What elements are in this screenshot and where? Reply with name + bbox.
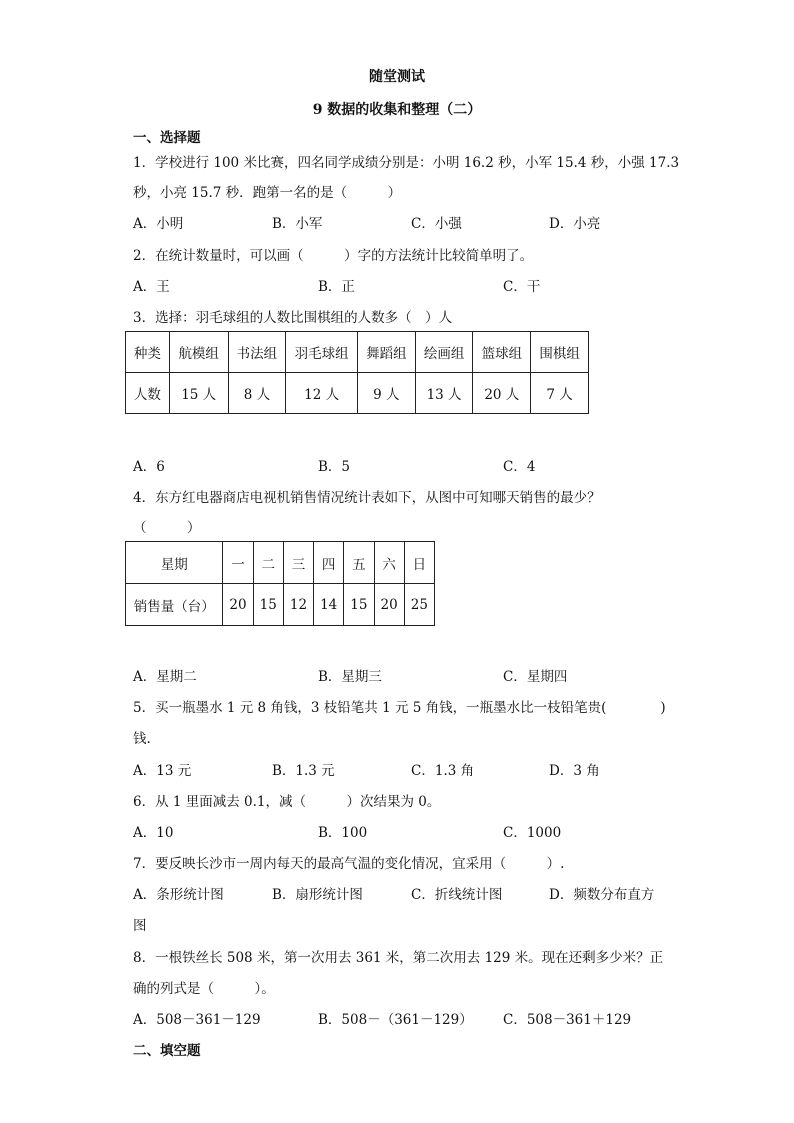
q7-option-b[interactable]: B．扇形统计图	[272, 887, 363, 903]
section-heading-fill-blank: 二、填空题	[133, 1043, 201, 1059]
question-8-line-2: 确的列式是（ ）。	[133, 981, 275, 997]
table-cell: 9 人	[357, 373, 415, 414]
q8-option-a[interactable]: A．508－361－129	[133, 1012, 261, 1028]
table-cell: 25	[404, 584, 434, 626]
q5-option-b[interactable]: B．1.3 元	[272, 763, 335, 779]
q3-option-a[interactable]: A．6	[133, 459, 165, 475]
page-subtitle: 9 数据的收集和整理（二）	[312, 102, 482, 118]
table-cell: 六	[374, 542, 404, 584]
q7-option-d-wrap: 图	[133, 918, 147, 934]
q7-option-d[interactable]: D．频数分布直方	[549, 887, 655, 903]
table-cell: 四	[314, 542, 344, 584]
table-header-row	[126, 332, 589, 373]
tv-sales-table	[125, 541, 435, 626]
question-6-line-1: 6．从 1 里面减去 0.1，减（ ）次结果为 0。	[133, 794, 441, 810]
q2-option-c[interactable]: C．干	[503, 279, 541, 295]
q1-option-c[interactable]: C．小强	[411, 216, 462, 232]
q6-option-b[interactable]: B．100	[318, 825, 368, 841]
table-cell: 13 人	[415, 373, 473, 414]
q1-option-d[interactable]: D．小亮	[549, 216, 601, 232]
question-4-line-1: 4．东方红电器商店电视机销售情况统计表如下，从图中可知哪天销售的最少？	[133, 490, 601, 506]
table-cell: 8 人	[228, 373, 286, 414]
activity-groups-table	[125, 331, 589, 414]
question-1-line-1: 1．学校进行 100 米比赛，四名同学成绩分别是：小明 16.2 秒，小军 15.4 秒，小强 17.3	[133, 155, 680, 171]
q1-option-a[interactable]: A．小明	[133, 216, 184, 232]
question-3-line-1: 3．选择：羽毛球组的人数比围棋组的人数多（ ）人	[133, 310, 453, 326]
q8-option-c[interactable]: C．508－361＋129	[503, 1012, 632, 1028]
table-header-row	[126, 542, 435, 584]
table-cell: 篮球组	[473, 332, 531, 373]
table-cell: 羽毛球组	[286, 332, 358, 373]
table-cell: 14	[314, 584, 344, 626]
table-cell: 书法组	[228, 332, 286, 373]
table-cell: 20 人	[473, 373, 531, 414]
question-5-line-1: 5．买一瓶墨水 1 元 8 角钱，3 枝铅笔共 1 元 5 角钱，一瓶墨水比一枝铅笔贵( )	[133, 700, 666, 716]
table-cell: 绘画组	[415, 332, 473, 373]
table-cell: 15	[253, 584, 283, 626]
table-cell: 星期	[126, 542, 223, 584]
q8-option-b[interactable]: B．508－（361－129）	[318, 1012, 473, 1028]
table-row	[126, 373, 589, 414]
table-cell: 日	[404, 542, 434, 584]
q2-option-b[interactable]: B．正	[318, 279, 355, 295]
q6-option-c[interactable]: C．1000	[503, 825, 562, 841]
table-cell: 15	[344, 584, 374, 626]
q5-option-d[interactable]: D．3 角	[549, 763, 600, 779]
q4-option-a[interactable]: A．星期二	[133, 669, 197, 685]
q3-option-b[interactable]: B．5	[318, 459, 351, 475]
question-4-line-2: （ ）	[133, 520, 201, 536]
q7-option-a[interactable]: A．条形统计图	[133, 887, 224, 903]
question-2-line-1: 2．在统计数量时，可以画（ ）字的方法统计比较简单明了。	[133, 248, 534, 264]
table-cell: 销售量（台）	[126, 584, 223, 626]
table-cell: 五	[344, 542, 374, 584]
table-cell: 二	[253, 542, 283, 584]
question-1-line-2: 秒，小亮 15.7 秒．跑第一名的是（ ）	[133, 185, 402, 201]
table-cell: 20	[223, 584, 253, 626]
table-cell: 种类	[126, 332, 170, 373]
section-heading-choice: 一、选择题	[133, 130, 201, 146]
q4-option-b[interactable]: B．星期三	[318, 669, 382, 685]
page-title: 随堂测试	[369, 69, 425, 85]
q1-option-b[interactable]: B．小军	[272, 216, 323, 232]
table-cell: 围棋组	[531, 332, 589, 373]
table-cell: 三	[283, 542, 313, 584]
table-cell: 航模组	[169, 332, 228, 373]
table-cell: 舞蹈组	[357, 332, 415, 373]
table-row	[126, 584, 435, 626]
table-cell: 12 人	[286, 373, 358, 414]
question-8-line-1: 8．一根铁丝长 508 米，第一次用去 361 米，第二次用去 129 米。现在还剩多少米？正	[133, 950, 664, 966]
table-cell: 人数	[126, 373, 170, 414]
table-cell: 20	[374, 584, 404, 626]
table-cell: 7 人	[531, 373, 589, 414]
q3-option-c[interactable]: C．4	[503, 459, 536, 475]
q4-option-c[interactable]: C．星期四	[503, 669, 568, 685]
question-7-line-1: 7．要反映长沙市一周内每天的最高气温的变化情况，宜采用（ ）.	[133, 856, 565, 872]
table-cell: 一	[223, 542, 253, 584]
q5-option-a[interactable]: A．13 元	[133, 763, 192, 779]
q5-option-c[interactable]: C．1.3 角	[411, 763, 475, 779]
q2-option-a[interactable]: A．王	[133, 279, 170, 295]
table-cell: 15 人	[169, 373, 228, 414]
table-cell: 12	[283, 584, 313, 626]
question-5-line-2: 钱.	[133, 731, 151, 747]
q7-option-c[interactable]: C．折线统计图	[411, 887, 503, 903]
q6-option-a[interactable]: A．10	[133, 825, 174, 841]
